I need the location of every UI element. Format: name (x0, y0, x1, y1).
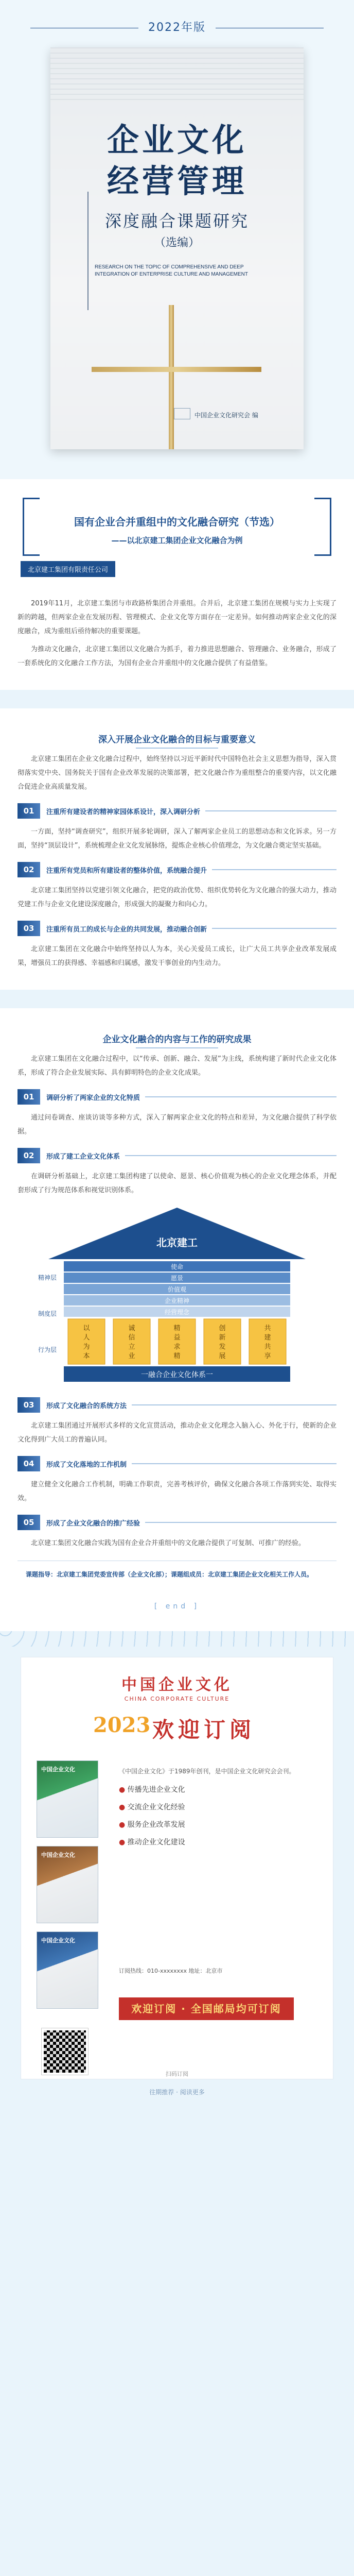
part1-section (0, 708, 354, 990)
subheading-row (17, 1089, 337, 1105)
diagram-svg (33, 1202, 321, 1388)
subheading-row (17, 1456, 337, 1471)
cover-english: RESEARCH ON THE TOPIC OF COMPREHENSIVE AND DEEP INTEGRATION OF ENTERPRISE CULTURE AND MANAGEMENT (95, 264, 248, 277)
article-byline: ——以北京建工集团企业文化融合为例 (111, 536, 243, 545)
magazine-cover (37, 1931, 98, 2009)
section-gap (0, 990, 354, 1008)
diagram-row-label: 企业精神 (164, 1297, 190, 1304)
ad-covers (37, 1760, 103, 2017)
paragraph: 北京建工集团在文化融合过程中，以“传承、创新、融合、发展”为主线，系统构建了新时代企业文化体系，形成了符合企业发展实际、具有鲜明特色的企业文化成果。 (17, 1055, 337, 1077)
qr-code-icon[interactable] (42, 2028, 88, 2075)
ad-welcome: 欢迎订阅 (152, 1717, 256, 1742)
part1-heading: 深入开展企业文化融合的目标与重要意义 (17, 718, 337, 752)
subheading-row (17, 803, 337, 819)
subscription-ad[interactable] (21, 1657, 333, 2079)
paragraph: 一方面，坚持“调查研究”，组织开展多轮调研，深入了解两家企业员工的思想动态和文化诉求。另一方面，坚持“顶层设计”，系统梳理企业文化发展脉络，提炼企业核心价值理念，为文化融合奠定坚实基础。 (17, 828, 337, 850)
diagram-pillar-label: 发 (219, 1343, 226, 1351)
diagram-roof (48, 1208, 306, 1259)
article-title-box (43, 498, 311, 556)
footer-link[interactable]: 往期推荐 · 阅读更多 (149, 2089, 205, 2096)
subheading-text: 形成了建工企业文化体系 (46, 1153, 120, 1161)
subheading-text: 注重所有建设者的精神家园体系设计，深入调研分析 (46, 808, 201, 816)
divider (145, 1096, 337, 1097)
ad-contact: 订阅热线：010-xxxxxxxx 地址：北京市 (119, 1968, 223, 1974)
paragraph: 在调研分析基础上，北京建工集团构建了以使命、愿景、核心价值观为核心的企业文化理念体系，并配套形成了行为规范体系和视觉识别体系。 (17, 1173, 337, 1194)
magazine-cover-label: 中国企业文化 (41, 1766, 75, 1773)
section-tag: 北京建工集团有限责任公司 (21, 561, 115, 577)
number-badge: 05 (17, 1515, 40, 1530)
diagram-side-label: 行为层 (38, 1346, 57, 1353)
paragraph: 北京建工集团通过开展形式多样的文化宣贯活动，推动企业文化理念入脑入心、外化于行，使新的企业文化得到广大员工的普遍认同。 (17, 1422, 337, 1444)
number-badge: 02 (17, 862, 40, 877)
ad-foot: 扫码订阅 (166, 2071, 188, 2077)
divider (125, 1155, 337, 1156)
diagram-left-labels (38, 1274, 57, 1353)
diagram-row-label: 经营理念 (164, 1309, 190, 1316)
diagram-row-label: 愿景 (170, 1275, 184, 1282)
diagram-pillar-label: 享 (264, 1352, 271, 1360)
subheading-text: 形成了企业文化融合的推广经验 (46, 1519, 140, 1528)
number-badge: 02 (17, 1148, 40, 1163)
diagram-pillar-label: 精 (173, 1325, 181, 1332)
divider (145, 1522, 337, 1523)
magazine-cover-label: 中国企业文化 (41, 1937, 75, 1944)
number-badge: 01 (17, 1089, 40, 1105)
subheading-text: 调研分析了两家企业的文化特质 (46, 1094, 140, 1102)
subheading-row (17, 1515, 337, 1530)
magazine-cover-label: 中国企业文化 (41, 1852, 75, 1858)
cover-section (0, 0, 354, 479)
diagram-top-label: 北京建工 (156, 1236, 198, 1249)
subheading-text: 注重所有党员和所有建设者的整体价值，系统融合提升 (46, 867, 207, 875)
article-title: 国有企业合并重组中的文化融合研究（节选） (74, 516, 280, 528)
diagram-pillar-label: 共 (264, 1343, 271, 1351)
diagram-pillar-label: 本 (83, 1352, 90, 1360)
paragraph: 北京建工集团在企业文化融合过程中，始终坚持以习近平新时代中国特色社会主义思想为指导，深入贯彻落实党中央、国务院关于国有企业改革发展的决策部署，把文化融合作为重组整合的重要内容，以文化融合促进企业高质量发展。 (17, 755, 337, 791)
number-badge: 03 (17, 1397, 40, 1413)
article-header (0, 479, 354, 587)
diagram-pillar-label: 为 (83, 1343, 90, 1351)
diagram-row-label: 使命 (170, 1263, 184, 1270)
paragraph: 北京建工集团坚持以党建引领文化融合，把党的政治优势、组织优势转化为文化融合的强大动力，推动党建工作与企业文化建设深度融合，形成强大的凝聚力和向心力。 (17, 887, 337, 908)
diagram-side-label: 精神层 (38, 1274, 57, 1281)
paragraph: 北京建工集团在文化融合中始终坚持以人为本，关心关爱员工成长，让广大员工共享企业改革发展成果，增强员工的获得感、幸福感和归属感，激发干事创业的内生动力。 (17, 945, 337, 967)
cover-title-line1: 企业文化 (107, 121, 247, 159)
divider (132, 1463, 337, 1464)
diagram-pillar-label: 业 (128, 1352, 135, 1360)
ad-bullet: ● 服务企业改革发展 (119, 1816, 314, 1834)
cover-year-label: 2022年版 (148, 21, 206, 34)
publisher-logo-icon (174, 408, 190, 419)
subheading-row (17, 1148, 337, 1163)
ad-title-en: CHINA CORPORATE CULTURE (124, 1696, 230, 1702)
subheading-text: 形成了文化融合的系统方法 (46, 1402, 127, 1410)
divider (212, 928, 337, 929)
ad-bullet: ● 交流企业文化经验 (119, 1799, 314, 1816)
cover-subtitle-note: （选编） (154, 236, 200, 249)
paragraph: 建立健全文化融合工作机制，明确工作职责，完善考核评价，确保文化融合各项工作落到实处、取得实效。 (17, 1481, 337, 1502)
cover-title-line2: 经营管理 (107, 162, 247, 200)
magazine-cover (37, 1846, 98, 1923)
diagram-pillar-label: 建 (264, 1334, 271, 1342)
subheading-row (17, 862, 337, 877)
diagram-pillar-label: 信 (128, 1334, 135, 1342)
paragraph: 为推动文化融合，北京建工集团以文化融合为抓手，着力推进思想融合、管理融合、业务融合，形成了一套系统化的文化融合工作方法，为国有企业合并重组中的文化融合提供了有益借鉴。 (17, 646, 337, 667)
paragraph: 通过问卷调查、座谈访谈等多种方式，深入了解两家企业文化的特点和差异，为文化融合提供了科学依据。 (17, 1114, 337, 1136)
subheading-text: 注重所有员工的成长与企业的共同发展，推动融合创新 (46, 925, 207, 934)
end-mark: [ end ] (154, 1602, 200, 1611)
diagram-pillar-label: 共 (264, 1325, 271, 1332)
subscribe-banner-button[interactable]: 欢迎订阅 · 全国邮局均可订阅 (119, 1997, 294, 2020)
number-badge: 04 (17, 1456, 40, 1471)
diagram-pillar-label: 立 (128, 1343, 135, 1351)
cover-subtitle: 深度融合课题研究 (104, 211, 249, 231)
section-gap (0, 690, 354, 708)
article-note: 课题指导：北京建工集团党委宣传部（企业文化部）；课题组成员：北京建工集团企业文化相关工作人员。 (17, 1561, 337, 1588)
paragraph: 北京建工集团文化融合实践为国有企业合并重组中的文化融合提供了可复制、可推广的经验。 (31, 1539, 306, 1547)
diagram-side-label: 制度层 (38, 1310, 57, 1317)
wave-divider (0, 1631, 354, 1647)
cover-year-row (0, 0, 354, 35)
ad-year: 2023 (93, 1713, 151, 1737)
diagram-pillar-label: 以 (83, 1325, 90, 1332)
ad-bullet: ● 推动企业文化建设 (119, 1834, 314, 1851)
divider (132, 1404, 337, 1405)
diagram-pillars (68, 1319, 286, 1364)
diagram-row-label: 价值观 (167, 1286, 187, 1293)
number-badge: 01 (17, 803, 40, 819)
subheading-row (17, 1397, 337, 1413)
part2-section (0, 1008, 354, 1631)
number-badge: 03 (17, 921, 40, 936)
diagram-pillar-label: 益 (173, 1334, 181, 1342)
ad-bullet: ● 传播先进企业文化 (119, 1781, 314, 1799)
subheading-row (17, 921, 337, 936)
subheading-text: 形成了文化落地的工作机制 (46, 1461, 127, 1469)
paragraph: 2019年11月，北京建工集团与市政路桥集团合并重组。合并后，北京建工集团在规模与实力上实现了新的跨越，但两家企业在发展历程、管理模式、企业文化等方面存在一定差异。如何推动两家企业文化的深度融合，成为重组后亟待解决的重要课题。 (17, 600, 337, 635)
diagram-pillar-label: 精 (173, 1352, 181, 1360)
diagram-pillar-label: 展 (219, 1352, 226, 1360)
diagram-pillar-label: 人 (83, 1334, 90, 1342)
ad-description (119, 1766, 314, 1851)
part2-heading: 企业文化融合的内容与工作的研究成果 (17, 1018, 337, 1052)
magazine-cover (37, 1760, 98, 1838)
book-cover (50, 47, 304, 449)
divider (205, 810, 337, 811)
diagram-pillar-label: 新 (219, 1334, 226, 1342)
culture-system-diagram (33, 1202, 321, 1388)
cover-gold-ornament (92, 305, 261, 449)
cover-stripes (50, 47, 304, 104)
diagram-pillar-label: 创 (219, 1325, 226, 1332)
diagram-pillar-label: 求 (173, 1343, 181, 1351)
cover-publisher: 中国企业文化研究会 编 (194, 412, 258, 419)
article-intro (0, 587, 354, 690)
diagram-rows (64, 1261, 290, 1317)
divider (212, 869, 337, 870)
ad-title: 中国企业文化 (121, 1676, 233, 1694)
diagram-pillar-label: 诚 (128, 1325, 135, 1332)
diagram-base-label: 一融合企业文化体系一 (141, 1371, 213, 1379)
ad-intro: 《中国企业文化》于1989年创刊，是中国企业文化研究会会刊。 (119, 1768, 295, 1775)
